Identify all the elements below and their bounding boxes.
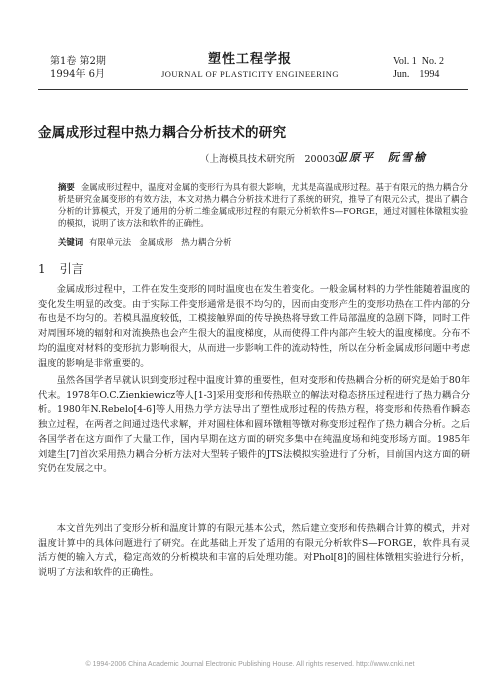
paragraph-text: 金属成形过程中，工件在发生变形的同时温度也在发生着变化。一般金属材料的力学性能随着温度的变化发生明显的改变。由于实际工件变形通常是很不均匀的，因而由变形产生的变形功热在工件内部的分布也是不均匀的。若模具温度较低，工模接触界面的传导换热将导致工件局部温度的急剧下降，同时工件对周围环境的辐射和对流换热也会产生很大的温度梯度，从而使得工件内部产生较大的温度梯度。分布不均的温度对材料的变形抗力影响很大，从而进一步影响工件的流动特性，所以在分析金属成形问题中考虑温度的影响是非常重要的。 xyxy=(38,284,470,369)
journal-name-cn: 塑性工程学报 xyxy=(207,52,292,67)
keywords-block xyxy=(58,236,232,248)
abstract-block xyxy=(58,181,468,229)
abstract-label: 摘要 xyxy=(58,182,75,192)
body-paragraph-2 xyxy=(38,374,470,477)
keywords-label: 关键词 xyxy=(58,237,84,247)
section-heading xyxy=(38,260,84,277)
author-affiliation: （上海模具技术研究所 200030） xyxy=(200,154,351,165)
volume-en: Vol. 1 xyxy=(393,56,417,67)
issue-en: No. 2 xyxy=(421,56,444,67)
abstract-text: 金属成形过程中，温度对金属的变形行为具有很大影响，尤其是高温成形过程。基于有限元的热力耦合分析是研究金属变形的有效方法，本文对热力耦合分析技术进行了系统的研究，推导了有限元公式，提出了耦合分析的计算模式，开发了通用的分析二维金属成形过程的有限元分析软件S—FORGE，通过对圆柱体镦粗实验的模拟，说明了该方法和软件的正确性。 xyxy=(58,182,469,228)
paragraph-text: 虽然各国学者早就认识到变形过程中温度计算的重要性，但对变形和传热耦合分析的研究是始于80年代末。1978年O.C.Zienkiewicz等人[1-3]采用变形和传热联立的解法对稳态挤压过程进行了热力耦合分析。1980年N.Rebelo[4-6]等人用热力学方法导出了塑性成形过程的传热方程，将变形和传热看作瞬态独立过程，在两者之间通过迭代求解，并对圆柱体和圆环镦粗等镦对称变形过程作了热力耦合分析。之后各国学者在这方面作了大量工作，国内早期在这方面的研究多集中在纯温度场和纯变形场方面。1985年刘建生[7]首次采用热力耦合分析方法对大型转子锻件的JTS法模拟实验进行了分析，目前国内这方面的研究仍在发展之中。 xyxy=(38,375,470,475)
volume-issue-cn: 第1卷 第2期 xyxy=(50,56,106,67)
keywords-text: 有限单元法 金属成形 热力耦合分析 xyxy=(89,237,232,247)
article-title: 金属成形过程中热力耦合分析技术的研究 xyxy=(38,125,287,141)
body-paragraph-3 xyxy=(38,522,470,581)
year-en: 1994 xyxy=(419,69,440,80)
article-authors: 卫原平 阮雪榆 xyxy=(336,151,427,164)
header-right xyxy=(393,55,444,81)
copyright-footer: © 1994-2006 China Academic Journal Electronic Publishing House. All rights reserved. http://www.cnki.net xyxy=(85,661,415,668)
date-cn: 1994年 6月 xyxy=(50,69,105,80)
month-en: Jun. xyxy=(393,69,410,80)
body-paragraph-1 xyxy=(38,283,470,371)
journal-name-en: JOURNAL OF PLASTICITY ENGINEERING xyxy=(160,69,340,79)
header-divider xyxy=(38,89,468,90)
section-number: 1 xyxy=(38,262,46,276)
section-title: 引言 xyxy=(59,262,84,276)
header-left xyxy=(50,55,106,81)
paragraph-text: 本文首先列出了变形分析和温度计算的有限元基本公式，然后建立变形和传热耦合计算的模式，并对温度计算中的具体问题进行了研究。在此基础上开发了适用的有限元分析软件S—FORGE，软件具有灵活方便的输入方式，稳定高效的分析模块和丰富的后处理功能。对Phol[8]的圆柱体镦粗实验进行分析，说明了方法和软件的正确性。 xyxy=(38,523,470,579)
journal-masthead xyxy=(120,52,380,80)
